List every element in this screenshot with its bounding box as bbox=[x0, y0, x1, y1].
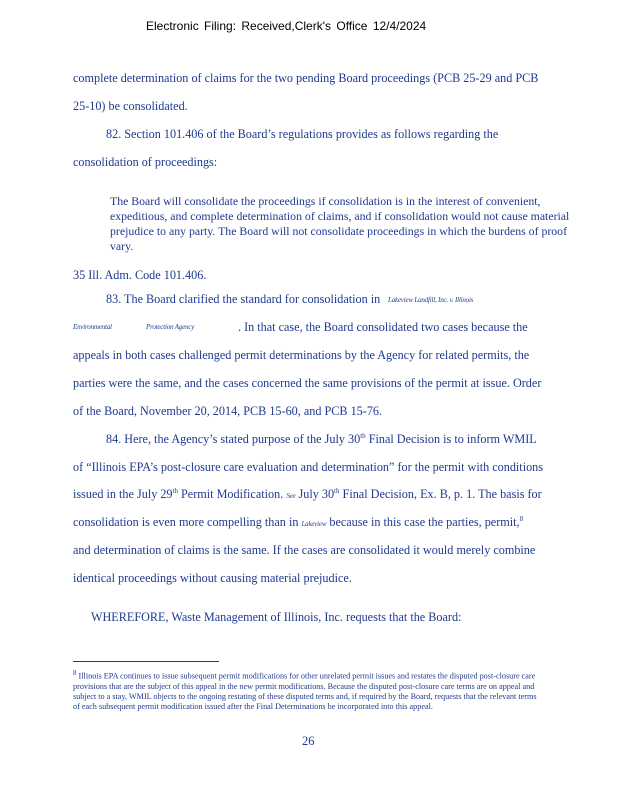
para-84-line-1-end: Final Decision is to inform WMIL bbox=[368, 432, 537, 447]
citation: 35 Ill. Adm. Code 101.406. bbox=[73, 268, 207, 282]
footnote bbox=[73, 668, 541, 713]
para-82-line-2: consolidation of proceedings: bbox=[73, 155, 218, 169]
see-signal: See bbox=[286, 492, 296, 501]
para-84-line-4-end: because in this case the parties, permit, bbox=[329, 515, 520, 530]
para-83-line-1: . In that case, the Board consolidated two cases because the bbox=[238, 320, 528, 334]
para-83-line-4: of the Board, November 20, 2014, PCB 15-60, and PCB 15-76. bbox=[73, 404, 383, 418]
wherefore-clause: WHEREFORE, Waste Management of Illinois, Inc. requests that the Board: bbox=[91, 610, 462, 624]
para-82-line-1: 82. Section 101.406 of the Board’s regulations provides as follows regarding the bbox=[106, 127, 499, 141]
case-short-lakeview: Lakeview bbox=[301, 520, 327, 529]
footnote-marker: 8 bbox=[73, 669, 77, 677]
para-84-line-3-end2: Final Decision, Ex. B, p. 1. The basis for bbox=[342, 487, 542, 502]
para-84-line-5: and determination of claims is the same. If the cases are consolidated it would merely combine bbox=[73, 543, 536, 557]
superscript-th: th bbox=[360, 432, 366, 440]
case-name-lakeview: Lakeview Landfill, Inc. v. Illinois bbox=[388, 296, 474, 304]
footnote-ref[interactable]: 8 bbox=[519, 515, 524, 523]
case-name-environmental: Environmental bbox=[73, 323, 112, 331]
para-84-line-3 bbox=[73, 487, 542, 502]
para-84-line-3-end: July 30 bbox=[298, 487, 335, 502]
body-line-2: 25-10) be consolidated. bbox=[73, 99, 188, 113]
block-quote: The Board will consolidate the proceedings if consolidation is in the interest of convenient, expeditious, and complete determination of claims, and if consolidation would not cause material prejudice to any party. The Board will not consolidate proceedings in which the burdens of proof vary. bbox=[110, 194, 570, 253]
superscript-th: th bbox=[172, 487, 178, 495]
footnote-divider bbox=[73, 661, 219, 662]
para-84-line-1-text: 84. Here, the Agency’s stated purpose of the July 30 bbox=[106, 432, 361, 447]
footnote-text: Illinois EPA continues to issue subsequent permit modifications for other unrelated permit issues and restates the disputed post-closure care provisions that are the subject of this appeal in the new permit modifications. Because the disputed post-closure care terms are on appeal and subject to a stay, WMIL objects to the ongoing restating of these disputed terms and, if required by the Board, requests that the relevant terms of each subsequent permit modification issued after the Final Determinations be incorporated into this appeal. bbox=[73, 671, 537, 712]
para-84-line-3-mid: Permit Modification. bbox=[181, 487, 284, 502]
page-number: 26 bbox=[302, 734, 315, 748]
body-line-1: complete determination of claims for the two pending Board proceedings (PCB 25-29 and PCB bbox=[73, 71, 539, 85]
para-84-line-2: of “Illinois EPA’s post-closure care evaluation and determination” for the permit with conditions bbox=[73, 460, 544, 474]
para-84-line-4 bbox=[73, 515, 523, 530]
para-83-line-2: appeals in both cases challenged permit determinations by the Agency for related permits, the bbox=[73, 348, 530, 362]
para-83-line-3: parties were the same, and the cases concerned the same provisions of the permit at issue. Order bbox=[73, 376, 542, 390]
para-84-line-3-text: issued in the July 29 bbox=[73, 487, 173, 502]
case-name-protection-agency: Protection Agency bbox=[146, 323, 195, 331]
para-83-start: 83. The Board clarified the standard for consolidation in bbox=[106, 292, 381, 306]
para-84-line-4-text: consolidation is even more compelling than in bbox=[73, 515, 299, 530]
para-84-line-1 bbox=[106, 432, 537, 447]
superscript-th: th bbox=[334, 487, 340, 495]
filing-header: Electronic Filing: Received,Clerk's Office 12/4/2024 bbox=[146, 19, 427, 33]
para-84-line-6: identical proceedings without causing material prejudice. bbox=[73, 571, 352, 585]
